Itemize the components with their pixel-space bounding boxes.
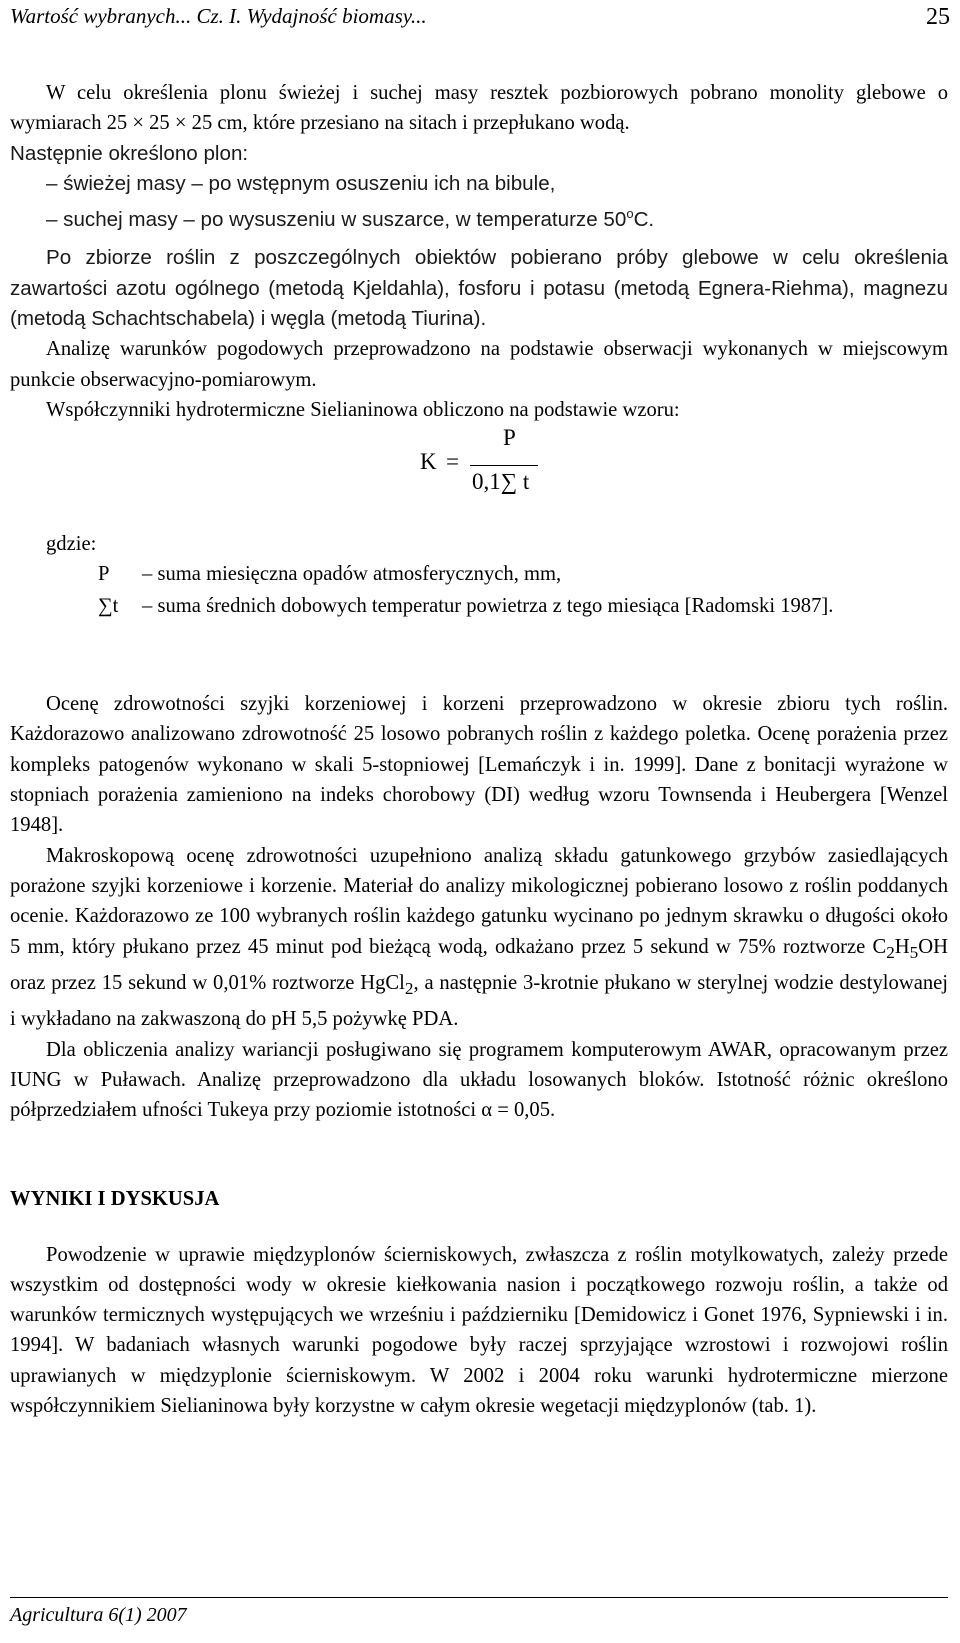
page-footer: [10, 1597, 948, 1627]
section-heading: WYNIKI I DYSKUSJA: [10, 1187, 220, 1210]
formula-equals: =: [446, 449, 459, 475]
definition-text: – suma średnich dobowych temperatur powietrza z tego miesiąca [Radomski 1987].: [142, 595, 834, 618]
running-title: Wartość wybranych... Cz. I. Wydajność biomasy...: [10, 4, 427, 28]
methods-paragraph-4: Współczynniki hydrotermiczne Sielianinowa obliczono na podstawie wzoru:: [46, 398, 680, 421]
journal-citation: Agricultura 6(1) 2007: [10, 1604, 187, 1626]
assessment-text-c: OH oraz przez 15 sekund w 0,01% roztworze HgCl: [10, 935, 948, 994]
page-body: [10, 78, 948, 1421]
footer-rule: [10, 1597, 948, 1598]
dash-item-fresh-mass: – świeżej masy – po wstępnym osuszeniu ich na bibule,: [46, 171, 556, 195]
dash-item-dry-mass-text: – suchej masy – po wysuszeniu w suszarce, w temperaturze 50: [46, 208, 627, 232]
dash-item-dry-mass-unit: C.: [633, 208, 655, 232]
methods-paragraph-1: W celu określenia plonu świeżej i suchej masy resztek pozbiorowych pobrano monolity glebowe o wymiarach 25 × 25 × 25 cm, które przesiano na sitach i przepłukano wodą.: [10, 82, 948, 135]
assessment-paragraph-1: Ocenę zdrowotności szyjki korzeniowej i korzeni przeprowadzono w okresie zbioru tych roślin. Każdorazowo analizowano zdrowotność 25 losowo pobranych roślin z każdego poletka. Ocenę porażenia przez kompleks patogenów wykonano w skali 5-stopniowej [Lemańczyk i in. 1999]. Dane z bonitacji wyrażone w stopniach porażenia zamieniono na indeks chorobowy (DI) według wzoru Townsenda i Heubergera [Wenzel 1948].: [10, 693, 948, 837]
methods-paragraph-3: Analizę warunków pogodowych przeprowadzono na podstawie obserwacji wykonanych w miejscowym punkcie obserwacyjno-pomiarowym.: [10, 338, 948, 391]
definitions-intro: gdzie:: [46, 533, 97, 556]
formula-lhs: K: [420, 449, 437, 475]
fraction-bar: [470, 465, 538, 466]
definition-symbol: P: [98, 563, 110, 586]
degree-superscript: o: [626, 206, 634, 222]
running-header: [10, 4, 950, 34]
subscript: 2: [886, 942, 895, 962]
results-paragraph-1: Powodzenie w uprawie międzyplonów ścierniskowych, zwłaszcza z roślin motylkowatych, zależy przede wszystkim od dostępności wody w okresie kiełkowania nasion i początkowego rozwoju roślin, a także od warunków termicznych występujących we wrześniu i październiku [Demidowicz i Gonet 1976, Sypniewski i in. 1994]. W badaniach własnych warunki pogodowe były raczej sprzyjające wzrostowi i rozwojowi roślin uprawianych w międzyplonie ścierniskowym. W 2002 i 2004 roku warunki hydrotermiczne mierzone współczynnikiem Sielianinowa były korzystne w całym okresie wegetacji międzyplonów (tab. 1).: [10, 1243, 948, 1417]
assessment-paragraph-3: Dla obliczenia analizy wariancji posługiwano się programem komputerowym AWAR, opracowanym przez IUNG w Puławach. Analizę przeprowadzono dla układu losowanych bloków. Istotność różnic określono półprzedziałem ufności Tukeya przy poziomie istotności α = 0,05.: [10, 1038, 948, 1122]
definition-text: – suma miesięczna opadów atmosferycznych, mm,: [142, 563, 562, 586]
formula-definitions: [10, 529, 948, 689]
page-number: 25: [926, 4, 950, 30]
assessment-text-d: , a następnie 3-krotnie płukano w sterylnej wodzie destylowanej i wykładano na zakwaszoną do pH 5,5 pożywkę PDA.: [10, 971, 948, 1031]
formula-denominator: 0,1∑ t: [472, 469, 530, 495]
assessment-text-b: H: [894, 935, 910, 958]
subscript: 5: [909, 942, 919, 962]
definition-symbol: ∑t: [98, 595, 119, 618]
assessment-paragraph-2: [10, 841, 948, 1035]
methods-paragraph-1-continuation: Następnie określono plon:: [10, 141, 249, 165]
subscript: 2: [404, 979, 414, 999]
assessment-text-a: Makroskopową ocenę zdrowotności uzupełniono analizą składu gatunkowego grzybów zasiedlających porażone szyjki korzeniowe i korzenie. Materiał do analizy mikologicznej pobierano losowo z roślin poddanych ocenie. Każdorazowo ze 100 wybranych roślin każdego gatunku wycinano po jednym skrawku o długości około 5 mm, który płukano przez 45 minut pod bieżącą wodą, odkażano przez 5 sekund w 75% roztworze C: [10, 844, 948, 958]
methods-paragraph-2: Po zbiorze roślin z poszczególnych obiektów pobierano próby glebowe w celu określenia zawartości azotu ogólnego (metodą Kjeldahla), fosforu i potasu (metodą Egnera-Riehma), magnezu (metodą Schachtschabela) i węgla (metodą Tiurina).: [10, 246, 948, 330]
hydrothermal-formula: [10, 425, 948, 529]
dash-item-dry-mass: [10, 199, 948, 235]
formula-numerator: P: [503, 425, 516, 451]
